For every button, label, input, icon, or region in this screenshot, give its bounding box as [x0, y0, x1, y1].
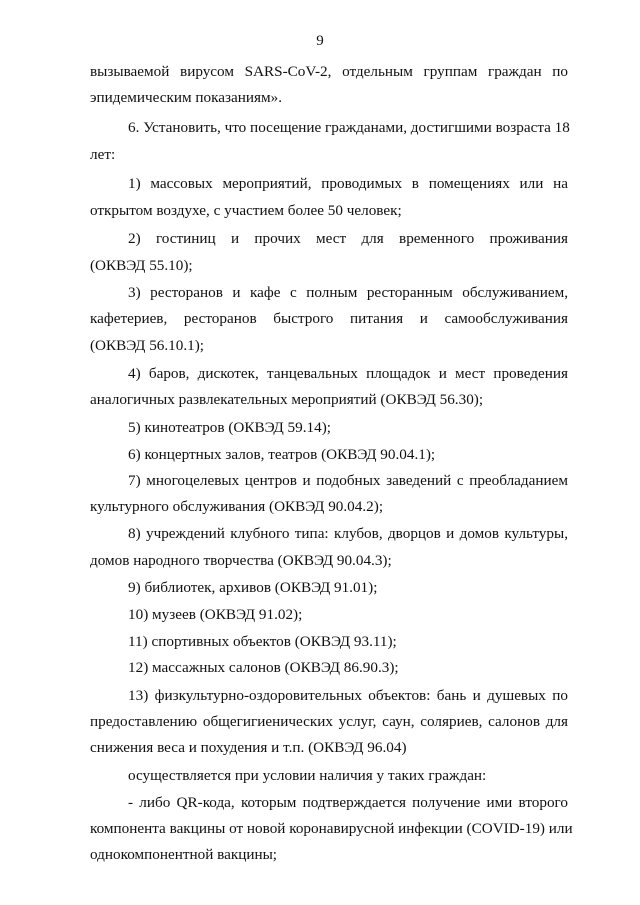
- list-item-8-line: 8) учреждений клубного типа: клубов, дворцов и домов культуры,: [128, 525, 568, 542]
- list-item-1-line: 1) массовых мероприятий, проводимых в помещениях или на: [128, 175, 568, 192]
- list-item-13-line: снижения веса и похудения и т.п. (ОКВЭД 96.04): [90, 739, 407, 756]
- list-item-9: 9) библиотек, архивов (ОКВЭД 91.01);: [128, 579, 378, 596]
- list-item-2-line: (ОКВЭД 55.10);: [90, 257, 193, 274]
- condition-line: осуществляется при условии наличия у таких граждан:: [128, 767, 487, 784]
- list-item-3-line: кафетериев, ресторанов быстрого питания и самообслуживания: [90, 310, 568, 327]
- text-line: вызываемой вирусом SARS-CoV-2, отдельным группам граждан по: [90, 63, 568, 80]
- text-line: лет:: [90, 146, 116, 163]
- list-item-11: 11) спортивных объектов (ОКВЭД 93.11);: [128, 633, 397, 650]
- text-line: эпидемическим показаниям».: [90, 89, 282, 106]
- list-item-2-line: 2) гостиниц и прочих мест для временного проживания: [128, 230, 568, 247]
- list-item-13-line: предоставлению общегигиенических услуг, саун, соляриев, салонов для: [90, 713, 568, 730]
- list-item-1-line: открытом воздухе, с участием более 50 человек;: [90, 202, 402, 219]
- list-item-6: 6) концертных залов, театров (ОКВЭД 90.04.1);: [128, 446, 436, 463]
- page-number: 9: [316, 33, 324, 49]
- list-item-13-line: 13) физкультурно-оздоровительных объектов: бань и душевых по: [128, 687, 568, 704]
- list-item-4-line: 4) баров, дискотек, танцевальных площадок и мест проведения: [128, 365, 568, 382]
- list-item-5: 5) кинотеатров (ОКВЭД 59.14);: [128, 419, 332, 436]
- list-item-4-line: аналогичных развлекательных мероприятий (ОКВЭД 56.30);: [90, 391, 484, 408]
- paragraph-line: 6. Установить, что посещение гражданами, достигшими возраста 18: [128, 119, 570, 136]
- condition-item-line: однокомпонентной вакцины;: [90, 846, 278, 863]
- list-item-12: 12) массажных салонов (ОКВЭД 86.90.3);: [128, 659, 399, 676]
- list-item-7-line: культурного обслуживания (ОКВЭД 90.04.2);: [90, 498, 384, 515]
- condition-item-line: компонента вакцины от новой коронавирусной инфекции (COVID-19) или: [90, 820, 573, 837]
- list-item-3-line: 3) ресторанов и кафе с полным ресторанным обслуживанием,: [128, 284, 568, 301]
- condition-item-line: - либо QR-кода, которым подтверждается получение ими второго: [128, 794, 568, 811]
- list-item-3-line: (ОКВЭД 56.10.1);: [90, 337, 205, 354]
- list-item-10: 10) музеев (ОКВЭД 91.02);: [128, 606, 303, 623]
- list-item-8-line: домов народного творчества (ОКВЭД 90.04.3);: [90, 552, 392, 569]
- list-item-7-line: 7) многоцелевых центров и подобных заведений с преобладанием: [128, 472, 568, 489]
